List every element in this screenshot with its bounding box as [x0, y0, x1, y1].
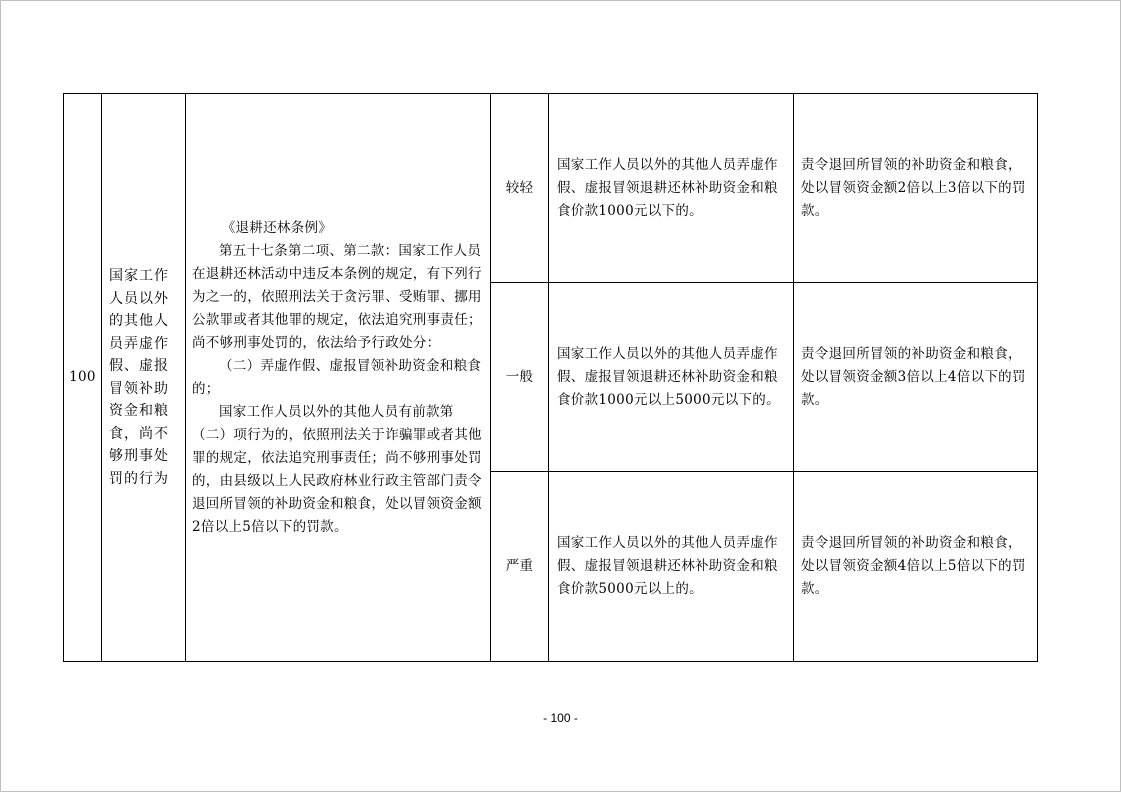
- severity-level-minor: 较轻: [491, 94, 549, 283]
- regulation-title: 《退耕还林条例》: [221, 219, 333, 236]
- violation-act: 国家工作人员以外的其他人员弄虚作假、虚报冒领补助资金和粮食，尚不够刑事处罚的行为: [102, 94, 186, 662]
- penalty-general: 责令退回所冒领的补助资金和粮食，处以冒领资金额3倍以上4倍以下的罚款。: [794, 283, 1038, 472]
- basis-paragraph-1: 第五十七条第二项、第二款：国家工作人员在退耕还林活动中违反本条例的规定，有下列行为之一的，依照刑法关于贪污罪、受贿罪、挪用公款罪或者其他罪的规定，依法追究刑事责任；尚不够刑事处罚的，依法给予行政处分：: [192, 242, 482, 351]
- circumstance-general: 国家工作人员以外的其他人员弄虚作假、虚报冒领退耕还林补助资金和粮食价款1000元以上5000元以下的。: [549, 283, 794, 472]
- severity-level-general: 一般: [491, 283, 549, 472]
- penalty-table: [63, 93, 1038, 662]
- item-number: 100: [64, 94, 102, 662]
- table-row: [64, 94, 1038, 283]
- circumstance-serious: 国家工作人员以外的其他人员弄虚作假、虚报冒领退耕还林补助资金和粮食价款5000元以上的。: [549, 472, 794, 662]
- basis-paragraph-2: （二）弄虚作假、虚报冒领补助资金和粮食的；: [192, 357, 482, 397]
- penalty-serious: 责令退回所冒领的补助资金和粮食，处以冒领资金额4倍以上5倍以下的罚款。: [794, 472, 1038, 662]
- page-number: - 100 -: [543, 711, 578, 725]
- basis-paragraph-3: 国家工作人员以外的其他人员有前款第（二）项行为的，依照刑法关于诈骗罪或者其他罪的规定，依法追究刑事责任；尚不够刑事处罚的，由县级以上人民政府林业行政主管部门责令退回所冒领的补助资金和粮食，处以冒领资金额2倍以上5倍以下的罚款。: [192, 403, 482, 535]
- circumstance-minor: 国家工作人员以外的其他人员弄虚作假、虚报冒领退耕还林补助资金和粮食价款1000元以下的。: [549, 94, 794, 283]
- penalty-minor: 责令退回所冒领的补助资金和粮食，处以冒领资金额2倍以上3倍以下的罚款。: [794, 94, 1038, 283]
- severity-level-serious: 严重: [491, 472, 549, 662]
- legal-basis: [186, 94, 491, 662]
